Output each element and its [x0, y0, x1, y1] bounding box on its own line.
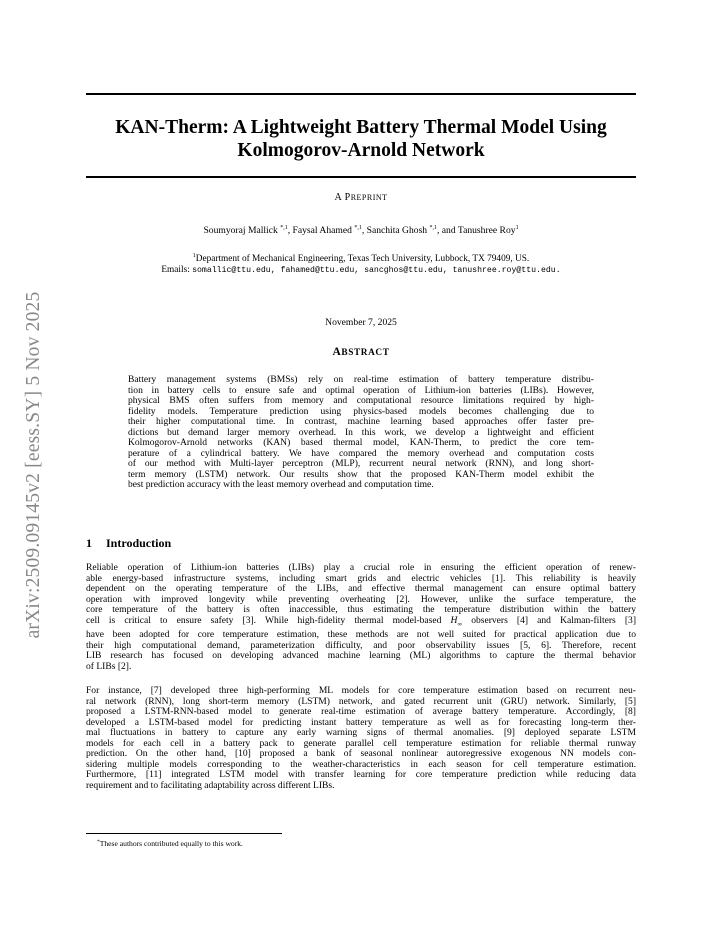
paragraph-line: ral network (RNN), long short-term memory (LSTM) network, and gated recurrent unit (GRU) network. Similarly, [5] [86, 695, 636, 707]
abstract-line: dictions but demand larger memory overhead. In this work, we develop a lightweight and efficient [128, 426, 594, 438]
affiliation-text: Department of Mechanical Engineering, Texas Tech University, Lubbock, TX 79409, US. [195, 254, 530, 264]
paragraph-line: have been adopted for core temperature estimation, these methods are not well suited for practical application due to [86, 629, 636, 641]
paragraph-line: developed a LSTM-based model for predicting instant battery temperature as well as for forecasting long-term ther- [86, 716, 636, 728]
paragraph-line: dependent on the operating temperature of the LIBs, and effective thermal management can ensure optimal battery [86, 583, 636, 595]
paper-title-line-2: Kolmogorov-Arnold Network [237, 140, 485, 161]
paragraph-line: For instance, [7] developed three high-performing ML models for core temperature estimation based on recurrent neu- [86, 685, 636, 696]
author-marker: *,1 [429, 225, 437, 231]
paragraph-line: able energy-based infrastructure systems, including smart grids and electric vehicles [1]. This reliability is heavily [86, 572, 636, 584]
preprint-label [86, 192, 636, 203]
footnote-marker: * [97, 839, 100, 845]
paragraph-line: their high computational demand, parameterization difficulty, and poor observability issues [5, 6]. Therefore, recent [86, 639, 636, 651]
abstract-line: of our method with Multi-layer perceptron (MLP), recurrent neural network (RNN), and long short- [128, 458, 594, 470]
author-marker: *,1 [280, 225, 288, 231]
author-emails [86, 265, 636, 275]
section-heading-introduction [86, 536, 171, 551]
abstract-heading-first: A [332, 346, 342, 358]
author-name: , Sanchita Ghosh [361, 225, 430, 236]
preprint-label-first: A P [334, 192, 351, 203]
footnote-rule [86, 833, 282, 834]
footnote-text: These authors contributed equally to this work. [99, 839, 243, 848]
author-name: , and Tanushree Roy [437, 225, 516, 236]
author-list [86, 225, 636, 236]
math-subscript: ∞ [457, 620, 463, 628]
paragraph-line: requirement and to facilitating adaptability across different LIBs. [86, 779, 335, 791]
paragraph-line: sidering multiple models corresponding to the weather-characteristics in each season for cell temperature estimation. [86, 758, 636, 770]
author-name: Soumyoraj Mallick [203, 225, 281, 236]
abstract-line: perature of a cylindrical battery. We have compared the memory overhead and computation costs [128, 447, 594, 459]
author-name: , Faysal Ahamed [287, 225, 355, 236]
paragraph-line: prediction. On the other hand, [10] proposed a bank of seasonal nonlinear autoregressive exogenous NN models con- [86, 748, 636, 760]
abstract-line: Kolmogorov-Arnold networks (KAN) based thermal model, KAN-Therm, to predict the core tem- [128, 437, 594, 449]
paragraph-text: observers [4] and Kalman-filters [3] [462, 614, 637, 626]
arxiv-identifier-stamp [14, 255, 54, 675]
paragraph-line: Reliable operation of Lithium-ion batteries (LIBs) play a crucial role in ensuring the efficient operation of renew- [86, 562, 636, 573]
paragraph-line: core temperature of the battery is often inaccessible, thus estimating the temperature distribution within the battery [86, 604, 636, 616]
abstract-line: Battery management systems (BMSs) rely on real-time estimation of battery temperature distribu- [128, 374, 594, 385]
emails-list: somallic@ttu.edu, fahamed@ttu.edu, sancghos@ttu.edu, tanushree.roy@ttu.edu. [192, 266, 561, 275]
paragraph-line: mal fluctuations in battery to capture any early warning signs of thermal anomalies. [9] deployed separate LSTM [86, 727, 636, 739]
paragraph-line: of LIBs [2]. [86, 660, 132, 672]
introduction-paragraph-1 [86, 563, 636, 672]
title-top-rule [86, 93, 636, 95]
abstract-line: term memory (LSTM) network. Our results show that the proposed KAN-Therm model exhibit the [128, 468, 594, 480]
abstract-body [128, 375, 594, 491]
author-affiliation [86, 253, 636, 264]
paragraph-line: operation with improved longevity while preventing overheating [2]. However, unlike the surface temperature, the [86, 593, 636, 605]
math-symbol: H [450, 614, 458, 626]
section-number: 1 [86, 536, 92, 550]
emails-label: Emails: [161, 265, 193, 275]
abstract-heading [86, 346, 636, 358]
title-bottom-rule [86, 176, 636, 178]
paragraph-line: proposed a LSTM-RNN-based model to generate real-time estimation of average battery temperature. Accordingly, [8] [86, 706, 636, 718]
author-marker: *,1 [354, 225, 362, 231]
math-h-infinity [451, 615, 463, 626]
affiliation-marker: 1 [192, 253, 196, 259]
abstract-line: tion in battery cells to ensure safe and optimal operation of Lithium-ion batteries (LIBs). However, [128, 384, 594, 396]
paragraph-text: cell is critical to ensure safety [3]. While high-fidelity thermal model-based [86, 614, 451, 626]
abstract-line: physical BMS often suffers from memory and computational resource limitations required by high- [128, 395, 594, 407]
paragraph-line: LIB research has focused on developing advanced machine learning (ML) algorithms to capture the thermal behavior [86, 650, 636, 662]
publication-date: November 7, 2025 [325, 317, 397, 328]
paragraph-line-with-math [86, 616, 636, 630]
section-title: Introduction [106, 536, 172, 550]
abstract-line: their higher computational time. In contrast, machine learning based approaches offer faster pre- [128, 416, 594, 428]
arxiv-identifier-text: arXiv:2509.09145v2 [eess.SY] 5 Nov 2025 [23, 291, 44, 639]
footnote [97, 839, 243, 848]
paper-title-line-1: KAN-Therm: A Lightweight Battery Thermal Model Using [115, 117, 607, 138]
paper-title [86, 116, 636, 162]
paragraph-line: models for each cell in a battery pack to generate parallel cell temperature estimation for reliable thermal runway [86, 737, 636, 749]
paragraph-line: Furthermore, [11] integrated LSTM model with transfer learning for core temperature prediction while reducing data [86, 769, 636, 781]
abstract-line: best prediction accuracy with the least memory overhead and computation time. [128, 479, 434, 491]
abstract-line: fidelity models. Temperature prediction using physics-based models becomes challenging due to [128, 405, 594, 417]
preprint-label-rest: REPRINT [350, 193, 388, 202]
abstract-heading-rest: BSTRACT [341, 348, 390, 358]
author-marker: 1 [515, 225, 519, 231]
introduction-paragraph-2 [86, 686, 636, 791]
